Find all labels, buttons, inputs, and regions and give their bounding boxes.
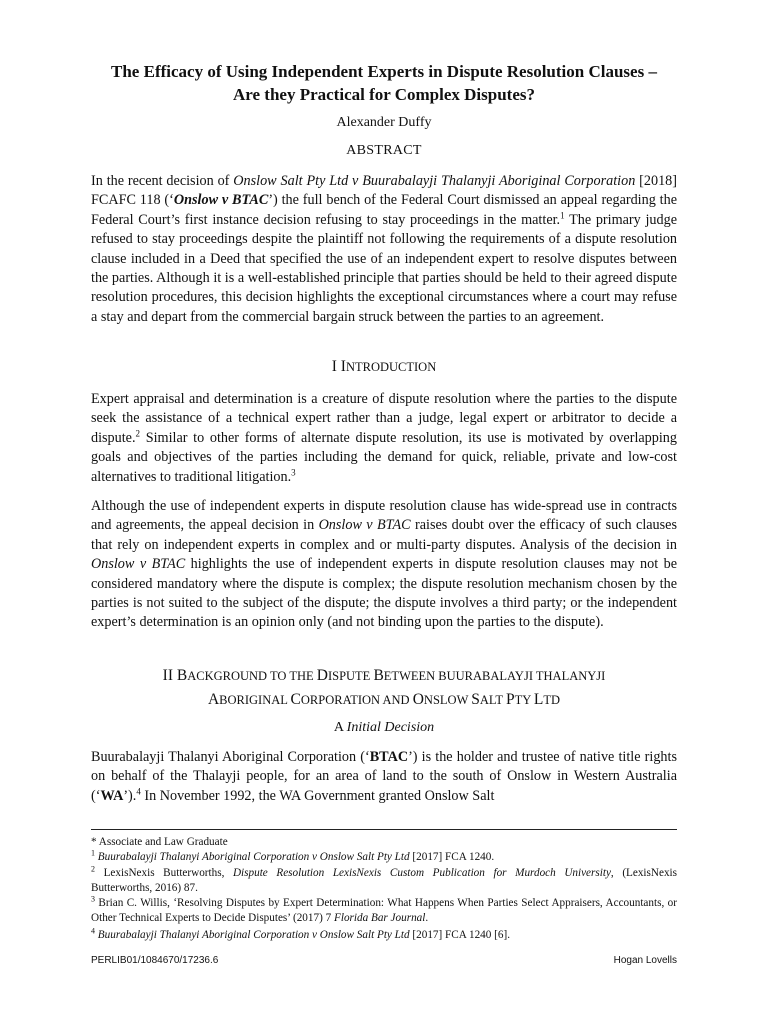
section-heading-introduction: I INTRODUCTION [331, 358, 437, 375]
title-line-2: Are they Practical for Complex Disputes? [232, 85, 535, 104]
footnote-ref[interactable]: 1 [560, 210, 565, 221]
intro-paragraph-2: Although the use of independent experts in dispute resolution clause has wide-spread use in contracts and agreements, the appeal decision in Onslow v BTAC raises doubt over the efficacy of such clauses that rely on independent experts in complex and or multi-party disputes. Analysis of the decision in Onslow v BTAC highlights the use of independent experts in dispute resolution clauses may not be considered mandatory where the dispute is complex; the dispute resolution mechanism chosen by the parties is not suited to the subject of the dispute; the dispute involves a third party; or the independent expert’s determination is an opinion only (and not binding upon the parties to the dispute). [91, 498, 677, 631]
footnote-1: $^1$ Buurabalayji Thalanyi Aboriginal Corporation v Onslow Salt Pty Ltd [2017] FCA 1240. [91, 848, 495, 863]
case-short-name: Onslow v BTAC [91, 556, 186, 573]
footnote-star: * Associate and Law Graduate [91, 836, 228, 848]
case-name: Onslow Salt Pty Ltd v Buurabalayji Thalanyji Aboriginal Corporation [233, 173, 636, 189]
footnote-4: $^4$ Buurabalayji Thalanyi Aboriginal Corporation v Onslow Salt Pty Ltd [2017] FCA 1240 [6]. [91, 926, 511, 941]
intro-paragraph-1: Expert appraisal and determination is a creature of dispute resolution where the parties to the dispute seek the assistance of a technical expert rather than a judge, legal expert or arbitrator to decide a dispute.$^2$ Similar to other forms of alternate dispute resolution, its use is motivated by overlapping goals and objectives of the parties including the demand for quick, reliable, private and low-cost alternatives to traditional litigation.$^3$ [91, 391, 677, 485]
footnote-2: $^2$ LexisNexis Butterworths, Dispute Resolution LexisNexis Custom Publication for Murdoch University, (LexisNexis Butterworths, 2016) 87. [91, 864, 677, 894]
case-short-name: Onslow v BTAC [318, 517, 411, 534]
background-paragraph-1: Buurabalayji Thalanyi Aboriginal Corporation (‘BTAC’) is the holder and trustee of native title rights on behalf of the Thalayji people, for an area of land to the south of Onslow in Western Australia (‘WA’).$^4$ In November 1992, the WA Government granted Onslow Salt [91, 749, 677, 804]
footnote-ref[interactable]: 3 [291, 466, 296, 477]
footnote-ref[interactable]: 4 [136, 786, 141, 797]
abstract-paragraph: In the recent decision of Onslow Salt Pty Ltd v Buurabalayji Thalanyji Aboriginal Corporation [2018] FCAFC 118 (‘Onslow v BTAC’) the full bench of the Federal Court dismissed an appeal regarding the Federal Court’s first instance decision refusing to stay proceedings in the matter.$^1$ The primary judge refused to stay proceedings despite the plaintiff not following the requirements of a dispute resolution clause included in a Deed that specified the use of an independent expert to resolve disputes between the parties. Although it is a well-established principle that parties should be held to their agreed dispute resolution procedures, this decision highlights the exceptional circumstances where a court may refuse a stay and depart from the commercial bargain struck between the parties to an agreement. [91, 173, 677, 325]
author-name: Alexander Duffy [336, 115, 432, 130]
defined-term: WA [100, 787, 124, 804]
title-line-1: The Efficacy of Using Independent Experts in Dispute Resolution Clauses – [111, 62, 657, 81]
section-heading-background [0, 664, 768, 712]
background-heading-line-1: II BACKGROUND TO THE DISPUTE BETWEEN BUURABALAYJI THALANYJI [162, 667, 606, 684]
footer-firm-name: Hogan Lovells [613, 955, 677, 966]
footer-doc-reference: PERLIB01/1084670/17236.6 [91, 955, 219, 966]
background-heading-line-2: ABORIGINAL CORPORATION AND ONSLOW SALT PTY LTD [207, 691, 561, 708]
subsection-heading: A Initial Decision [333, 720, 435, 735]
footnote-divider [91, 829, 677, 830]
case-short-name: Onslow v BTAC [173, 192, 269, 209]
footnote-3: $^3$ Brian C. Willis, ‘Resolving Disputes by Expert Determination: What Happens When Parties Select Appraisers, Accountants, or Other Technical Experts to Decide Disputes’ (2017) 7 Florida Bar Journal. [91, 894, 677, 924]
abstract-heading: ABSTRACT [346, 143, 422, 158]
defined-term: BTAC [369, 749, 409, 765]
footnote-ref[interactable]: 2 [135, 428, 141, 439]
document-title [90, 60, 678, 106]
